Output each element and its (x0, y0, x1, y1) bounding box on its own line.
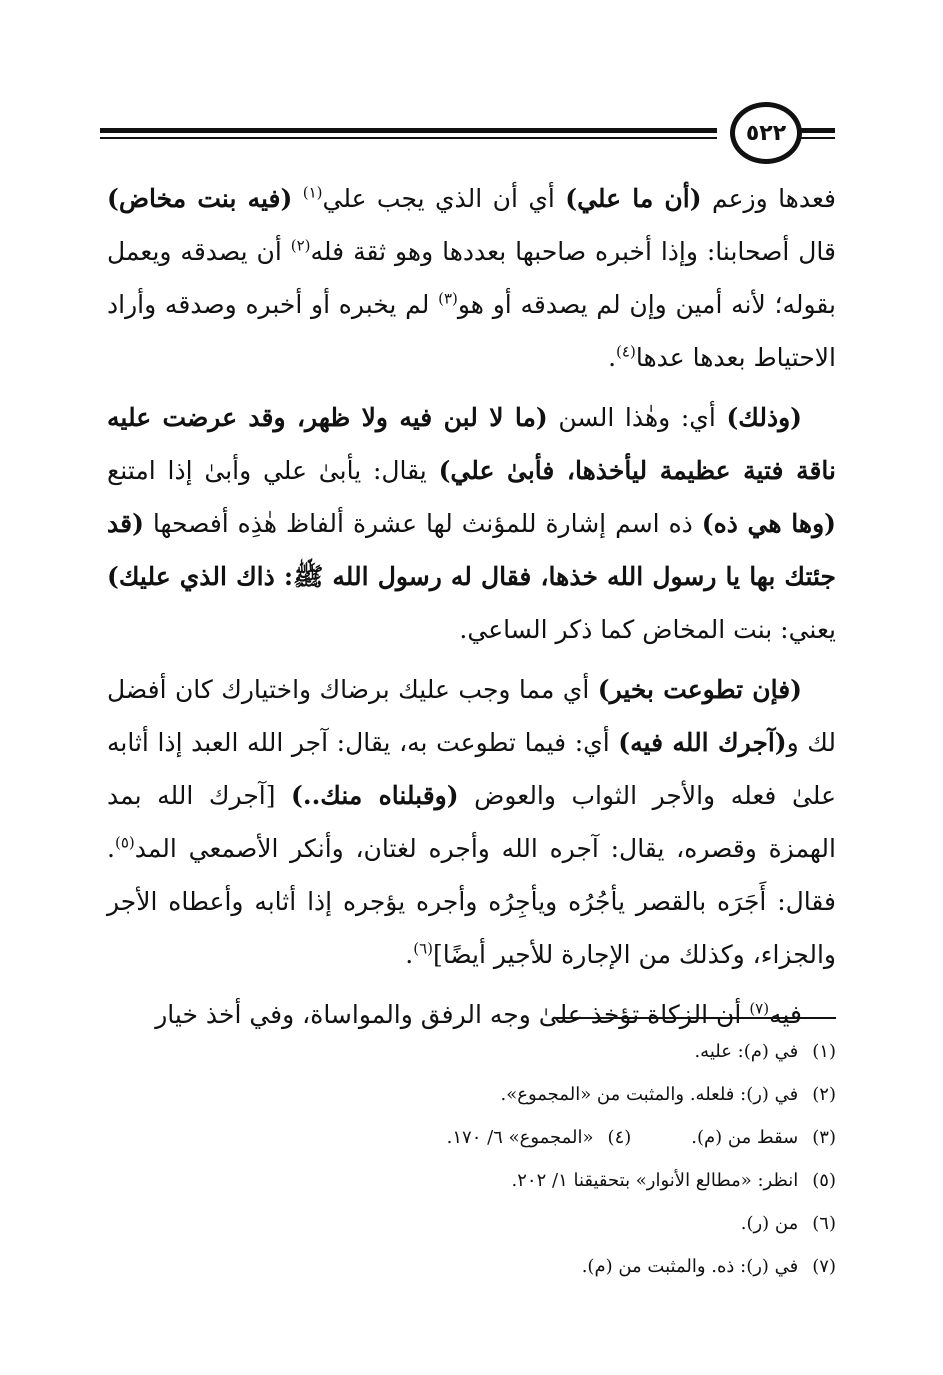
header-rule-thin (100, 137, 717, 139)
footnote-row (107, 1116, 836, 1159)
footnote-row (107, 1245, 836, 1288)
footnote-number: (٥) (812, 1170, 836, 1191)
text-segment: أي: فيما تطوعت به، يقال: آجر الله العبد إذا أثابه علىٰ فعله والأجر الثواب والعوض (107, 728, 836, 810)
text-segment: ذه اسم إشارة للمؤنث لها عشرة ألفاظ هٰذِه أفصحها (143, 509, 702, 538)
header-rule-thick (100, 128, 717, 133)
page-number-badge (730, 102, 802, 164)
text-segment (292, 184, 302, 213)
footnote-row (107, 1202, 836, 1245)
text-segment: فعدها وزعم (701, 184, 836, 213)
footnote-text: في (ر): فلعله. والمثبت من «المجموع». (500, 1084, 799, 1105)
text-segment: . (608, 343, 617, 372)
text-segment: أن يصدقه ويعمل بقوله؛ لأنه أمين وإن لم يصدقه أو هو (107, 237, 836, 319)
footnote-text: من (ر). (740, 1213, 799, 1234)
footnote-ref: (٧) (749, 999, 770, 1018)
footnote (694, 1030, 836, 1073)
main-text (107, 172, 836, 1048)
footnote-number: (٢) (812, 1084, 836, 1105)
text-segment: أي: وهٰذا السن (547, 403, 727, 432)
footnote (691, 1116, 836, 1159)
text-segment: فيه (769, 1000, 802, 1029)
footnote-text: انظر: «مطالع الأنوار» بتحقيقنا ١/ ٢٠٢. (511, 1170, 799, 1191)
quoted-text: (ما لا لبن فيه ولا ظهر، وقد عرضت عليه ناقة فتية عظيمة ليأخذها، فأبىٰ علي) (107, 403, 836, 485)
footnote-number: (٤) (607, 1127, 632, 1148)
footnote-text: في (ر): ذه. والمثبت من (م). (581, 1256, 799, 1277)
footnote-number: (١) (812, 1041, 836, 1062)
footnote-text: في (م): عليه. (694, 1041, 799, 1062)
quoted-text: (قد جئتك بها يا رسول الله خذها، فقال له رسول الله ﷺ: ذاك الذي عليك) (107, 509, 836, 591)
footnote-ref: (٢) (290, 236, 311, 255)
footnote-ref: (٤) (616, 342, 636, 361)
page-header (100, 100, 835, 180)
quoted-text: (فإن تطوعت بخير) (597, 675, 802, 704)
quoted-text: (فيه بنت مخاض) (107, 184, 293, 213)
quoted-text: (أن ما علي) (565, 184, 702, 213)
text-segment: . فقال: أَجَرَه بالقصر يأجُرُه ويأجِرُه وأجره يؤجره إذا أثابه وأعطاه الأجر والجزاء، وكذلك من الإجارة للأجير أيضًا] (107, 834, 836, 969)
footnote-ref: (١) (302, 183, 323, 202)
page-number: ٥٢٢ (745, 120, 787, 146)
footnote-text: سقط من (م). (691, 1127, 799, 1148)
footnote-row (107, 1073, 836, 1116)
footnote (512, 1159, 836, 1202)
header-rule-end-thin (799, 137, 835, 139)
text-segment: أي مما وجب عليك برضاك واختيارك كان أفضل لك و (107, 675, 836, 757)
header-rule-end-thick (799, 128, 835, 133)
footnote-number: (٦) (812, 1213, 836, 1234)
text-segment: أن الزكاة تؤخذ علىٰ وجه الرفق والمواساة، وفي أخذ خيار (155, 1000, 750, 1029)
footnote-number: (٣) (812, 1127, 836, 1148)
quoted-text: (آجرك الله فيه) (618, 728, 787, 757)
text-segment: أي أن الذي يجب علي (322, 184, 566, 213)
footnote (447, 1116, 632, 1159)
paragraph (107, 663, 836, 981)
text-segment: يقال: يأبىٰ علي وأبىٰ إذا امتنع (107, 456, 439, 485)
text-segment: يعني: بنت المخاض كما ذكر الساعي. (459, 615, 836, 644)
text-segment: لم يخبره أو أخبره وصدقه وأراد الاحتياط بعدها عدها (107, 290, 836, 372)
text-segment: قال أصحابنا: وإذا أخبره صاحبها بعددها وهو ثقة فله (310, 237, 836, 266)
footnote-ref: (٦) (413, 939, 433, 958)
footnotes (107, 1030, 836, 1288)
paragraph (107, 391, 836, 656)
paragraph (107, 172, 836, 384)
footnote-row (107, 1159, 836, 1202)
footnote-text: «المجموع» ٦/ ١٧٠. (446, 1127, 594, 1148)
footnote-ref: (٣) (438, 289, 458, 308)
footnote-separator (556, 1017, 836, 1019)
quoted-text: (وها هي ذه) (701, 509, 836, 538)
footnote-row (107, 1030, 836, 1073)
footnote-ref: (٥) (114, 833, 135, 852)
footnote-number: (٧) (812, 1256, 836, 1277)
quoted-text: (وقبلناه منك..) (291, 781, 459, 810)
quoted-text: (وذلك) (726, 403, 803, 432)
text-segment: [آجرك الله بمد الهمزة وقصره، يقال: آجره الله وأجره لغتان، وأنكر الأصمعي المد (107, 781, 836, 863)
footnote (741, 1202, 836, 1245)
footnote (501, 1073, 837, 1116)
footnote (582, 1245, 836, 1288)
text-segment: . (405, 940, 414, 969)
